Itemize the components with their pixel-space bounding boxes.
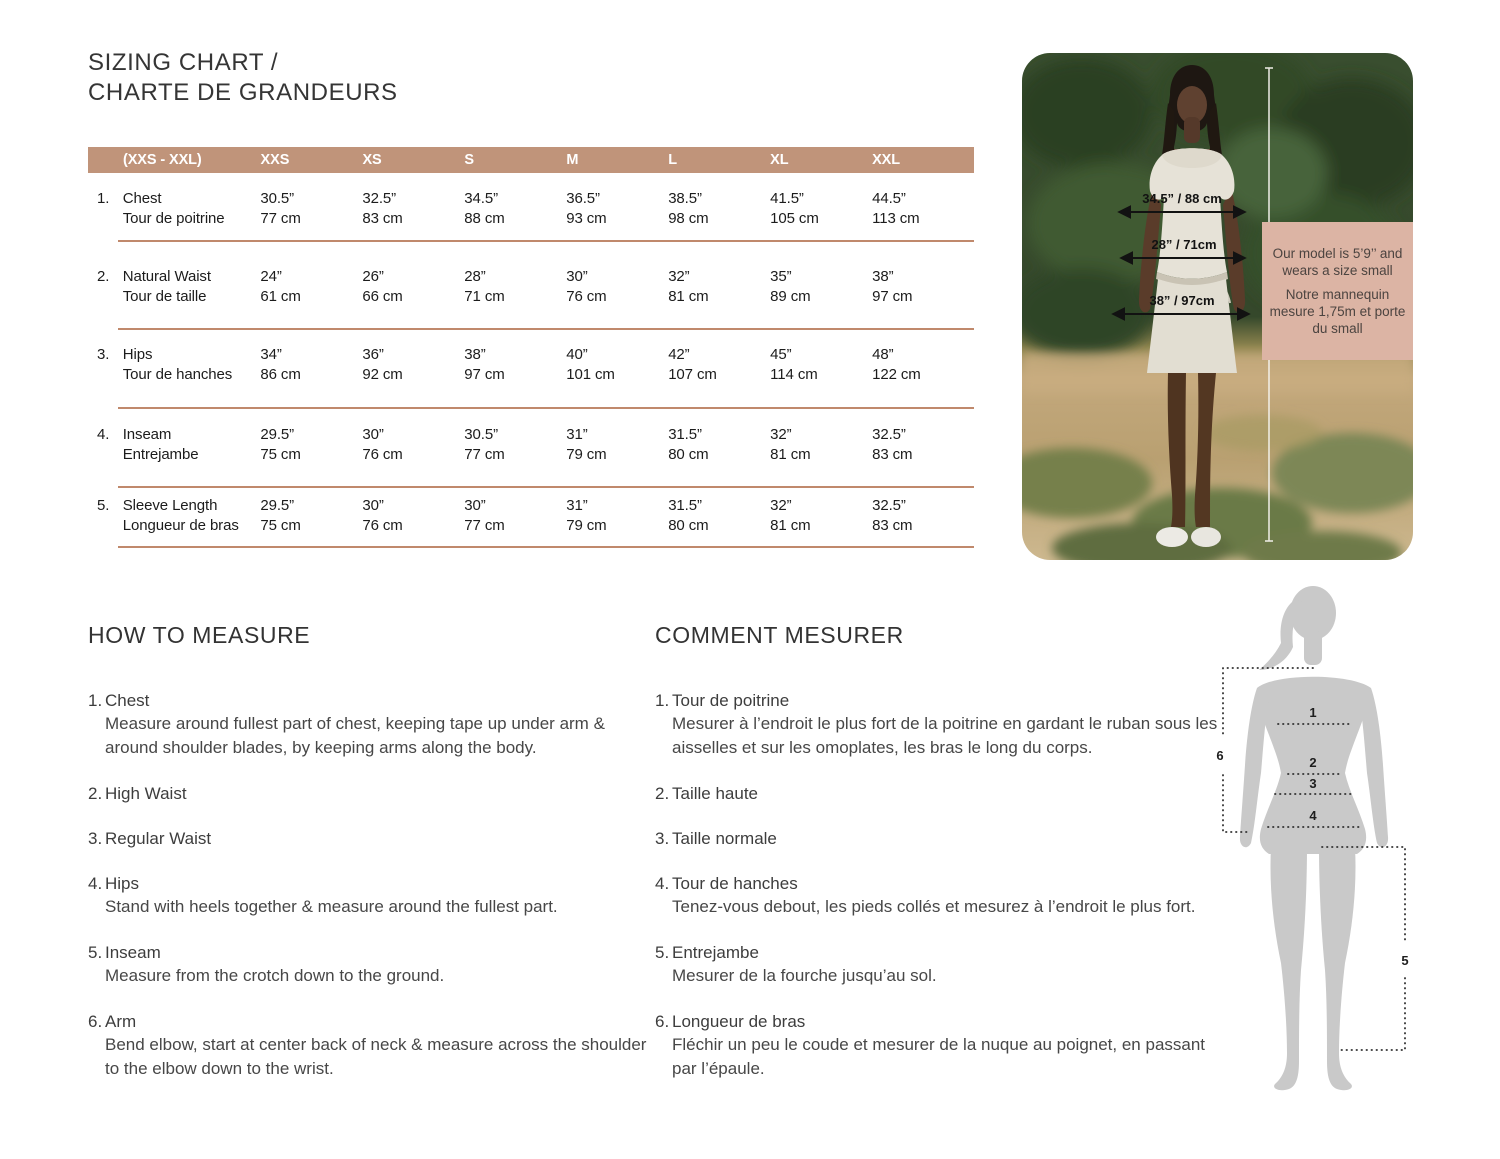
page-title-line1: SIZING CHART / (88, 49, 279, 76)
measurement-cell (668, 345, 770, 385)
row-label (123, 425, 261, 465)
measurement-cm: 71 cm (464, 288, 505, 305)
row-label (123, 496, 261, 536)
measurement-cell (668, 189, 770, 229)
measurement-inches: 44.5” (872, 190, 906, 207)
measure-list-item (88, 782, 650, 805)
how-to-measure-section (88, 622, 650, 1103)
model-note-en: Our model is 5’9’’ and wears a size small (1272, 246, 1403, 278)
measure-item-number: 2. (655, 784, 670, 803)
measurement-cell (872, 425, 974, 465)
measure-list-item (88, 827, 650, 850)
measure-item-label: Chest (105, 691, 150, 710)
measure-item-number: 4. (655, 874, 670, 893)
measurement-inches: 30.5” (464, 426, 498, 443)
row-number: 3. (97, 346, 110, 363)
measure-list-item (655, 941, 1230, 988)
measurement-cell (770, 345, 872, 385)
measurement-inches: 32.5” (872, 426, 906, 443)
measure-item-description: Mesurer à l’endroit le plus fort de la poitrine en gardant le ruban sous les aisselles et sur les omoplates, les bras le long du corps. (672, 714, 1218, 757)
measurement-cm: 88 cm (464, 210, 505, 227)
size-column-header-xs: XS (362, 152, 382, 168)
size-column-header-xxl: XXL (872, 152, 900, 168)
measure-list-item (88, 1010, 650, 1081)
measurement-cell (362, 425, 464, 465)
size-table (88, 147, 974, 548)
measurement-cell (260, 425, 362, 465)
measurement-cm: 114 cm (770, 366, 818, 383)
measure-item-description: Stand with heels together & measure around the fullest part. (105, 897, 558, 916)
measurement-inches: 29.5” (260, 497, 295, 514)
measure-list-item (655, 782, 1230, 805)
measurement-inches: 48” (872, 346, 894, 363)
diagram-label-chest: 1 (1309, 705, 1317, 720)
hips-measure-label: 38” / 97cm (1149, 293, 1215, 308)
diagram-label-hips: 4 (1309, 808, 1317, 823)
size-column-header-xl: XL (770, 152, 789, 168)
measurement-cm: 92 cm (362, 366, 403, 383)
measurement-cell (362, 267, 464, 307)
measurement-cm: 105 cm (770, 210, 819, 227)
measurement-cell (872, 267, 974, 307)
measurement-cm: 81 cm (668, 288, 709, 305)
measure-item-description: Bend elbow, start at center back of neck & measure across the shoulder to the elbow down to the wrist. (105, 1035, 647, 1078)
measurement-cell (464, 189, 566, 229)
measurement-inches: 32” (668, 268, 690, 285)
measure-item-label: High Waist (105, 784, 187, 803)
measure-item-head (88, 941, 650, 964)
measurement-cm: 83 cm (362, 210, 403, 227)
measurement-inches: 30” (362, 497, 384, 514)
measurement-inches: 41.5” (770, 190, 804, 207)
measure-item-label: Entrejambe (672, 943, 759, 962)
comment-mesurer-title: COMMENT MESURER (655, 622, 904, 648)
measurement-cm: 83 cm (872, 446, 913, 463)
chest-measure-label: 34.5” / 88 cm (1142, 191, 1222, 206)
measurement-cell (464, 267, 566, 307)
row-label-fr: Tour de hanches (122, 366, 233, 383)
measurement-cell (770, 425, 872, 465)
measure-item-number: 1. (88, 691, 103, 710)
measurement-cm: 83 cm (872, 517, 913, 534)
measure-item-label: Taille normale (672, 829, 777, 848)
measurement-cm: 97 cm (464, 366, 505, 383)
measure-item-label: Taille haute (672, 784, 759, 803)
measure-item-description: Fléchir un peu le coude et mesurer de la nuque au poignet, en passant par l’épaule. (672, 1035, 1206, 1078)
measurement-inches: 34.5” (464, 190, 498, 207)
measure-item-number: 4. (88, 874, 103, 893)
measure-item-number: 6. (655, 1012, 670, 1031)
measure-item-description: Measure from the crotch down to the ground. (105, 966, 445, 985)
size-table-row (88, 330, 974, 407)
measurement-cell (260, 189, 362, 229)
size-table-row (88, 488, 974, 546)
row-label (123, 189, 261, 229)
measurement-cell (566, 496, 668, 536)
measure-item-number: 1. (655, 691, 670, 710)
measure-list-item (655, 689, 1230, 760)
measurement-inches: 36” (362, 346, 384, 363)
row-label-en: Hips (122, 346, 153, 363)
measurement-inches: 32.5” (872, 497, 906, 514)
measure-list-item (655, 827, 1230, 850)
measure-item-number: 3. (88, 829, 103, 848)
measurement-cm: 76 cm (362, 446, 403, 463)
row-number: 4. (97, 426, 110, 443)
measurement-cm: 97 cm (872, 288, 913, 305)
comment-mesurer-section (655, 622, 1230, 1103)
measurement-cm: 93 cm (566, 210, 607, 227)
how-to-measure-list (88, 689, 650, 1081)
measurement-inches: 38” (872, 268, 894, 285)
measure-item-head (88, 1010, 650, 1033)
measurement-inches: 30” (566, 268, 588, 285)
measure-item-head (655, 1010, 1230, 1033)
measurement-cm: 80 cm (668, 517, 709, 534)
measurement-inches: 40” (566, 346, 588, 363)
size-column-header-l: L (668, 152, 677, 168)
measurement-cm: 75 cm (260, 446, 301, 463)
measurement-inches: 32.5” (362, 190, 397, 207)
row-label-fr: Entrejambe (122, 446, 199, 463)
measure-item-number: 6. (88, 1012, 103, 1031)
measure-list-item (655, 872, 1230, 919)
inseam-line-bottom (1337, 978, 1405, 1050)
row-number: 1. (97, 190, 110, 207)
measurement-cell (260, 345, 362, 385)
measure-item-number: 5. (655, 943, 670, 962)
measurement-cm: 79 cm (566, 446, 607, 463)
measurement-inches: 31.5” (668, 426, 702, 443)
measurement-cm: 61 cm (260, 288, 301, 305)
measurement-inches: 38.5” (668, 190, 702, 207)
measurement-inches: 34” (260, 346, 282, 363)
measurement-cell (260, 267, 362, 307)
measure-item-head (655, 941, 1230, 964)
measure-item-number: 5. (88, 943, 103, 962)
row-label-fr: Longueur de bras (122, 517, 239, 534)
measurement-cm: 89 cm (770, 288, 811, 305)
measurement-cell (872, 189, 974, 229)
measurement-cell (872, 496, 974, 536)
diagram-label-arm: 6 (1216, 748, 1224, 763)
measurement-cm: 80 cm (668, 446, 709, 463)
diagram-label-high-waist: 2 (1309, 755, 1317, 770)
measurement-cell (770, 267, 872, 307)
row-number: 2. (97, 268, 110, 285)
measurement-inches: 31.5” (668, 497, 702, 514)
measure-item-number: 2. (88, 784, 103, 803)
measurement-cell (566, 189, 668, 229)
measurement-cell (566, 267, 668, 307)
how-to-measure-title: HOW TO MEASURE (88, 622, 311, 648)
measure-list-item (88, 872, 650, 919)
measure-list-item (88, 689, 650, 760)
measure-item-head (88, 689, 650, 712)
row-label-en: Chest (122, 190, 162, 207)
waist-measure-label: 28” / 71cm (1151, 237, 1217, 252)
size-column-header-xxs: XXS (260, 152, 290, 168)
measurement-inches: 32” (770, 497, 792, 514)
row-label-en: Sleeve Length (122, 497, 218, 514)
measurement-cm: 98 cm (668, 210, 709, 227)
measurement-inches: 28” (464, 268, 486, 285)
measure-item-label: Longueur de bras (672, 1012, 806, 1031)
measurement-cell (668, 267, 770, 307)
measurement-inches: 36.5” (566, 190, 600, 207)
size-column-header-s: S (464, 152, 474, 168)
measurement-inches: 24” (260, 268, 282, 285)
measurement-inches: 30” (464, 497, 486, 514)
measurement-inches: 45” (770, 346, 792, 363)
measure-item-label: Arm (105, 1012, 137, 1031)
measurement-cell (362, 496, 464, 536)
measurement-cell (872, 345, 974, 385)
measure-list-item (655, 1010, 1230, 1081)
measurement-cell (464, 345, 566, 385)
measure-item-description: Mesurer de la fourche jusqu’au sol. (672, 966, 937, 985)
measure-item-head (655, 782, 1230, 805)
size-table-range-label: (XXS - XXL) (123, 152, 202, 168)
diagram-label-regular-waist: 3 (1309, 776, 1317, 791)
row-label (123, 345, 261, 385)
measurement-cell (464, 496, 566, 536)
measurement-cm: 79 cm (566, 517, 607, 534)
model-note-fr: Notre mannequin mesure 1,75m et porte du small (1269, 287, 1406, 336)
measurement-inches: 30.5” (260, 190, 295, 207)
measure-item-number: 3. (655, 829, 670, 848)
measure-item-head (655, 827, 1230, 850)
measurement-cell (770, 496, 872, 536)
measurement-cm: 113 cm (872, 210, 920, 227)
measurement-inches: 42” (668, 346, 690, 363)
measure-item-label: Tour de hanches (672, 874, 798, 893)
measurement-inches: 31” (566, 497, 588, 514)
measurement-cm: 101 cm (566, 366, 615, 383)
measurement-cell (770, 189, 872, 229)
row-label-en: Natural Waist (122, 268, 211, 285)
page-title-line2: CHARTE DE GRANDEURS (88, 79, 398, 106)
measurement-cell (464, 425, 566, 465)
measurement-cm: 77 cm (464, 446, 505, 463)
measure-item-description: Tenez-vous debout, les pieds collés et mesurez à l’endroit le plus fort. (672, 897, 1196, 916)
size-table-header (88, 147, 974, 173)
measurement-inches: 32” (770, 426, 792, 443)
measurement-cm: 77 cm (260, 210, 301, 227)
row-label-fr: Tour de poitrine (122, 210, 225, 227)
row-label-fr: Tour de taille (122, 288, 207, 305)
measurement-cm: 76 cm (362, 517, 403, 534)
measurement-cm: 122 cm (872, 366, 921, 383)
measurement-inches: 30” (362, 426, 384, 443)
row-separator (118, 546, 974, 548)
measurement-cell (260, 496, 362, 536)
row-number: 5. (97, 497, 110, 514)
measurement-cm: 76 cm (566, 288, 607, 305)
measure-diagram (1195, 585, 1425, 1120)
measurement-inches: 35” (770, 268, 792, 285)
measurement-cm: 77 cm (464, 517, 505, 534)
measurement-inches: 26” (362, 268, 384, 285)
measure-item-label: Regular Waist (105, 829, 212, 848)
measure-list-item (88, 941, 650, 988)
model-note-box (1262, 222, 1413, 360)
size-table-row (88, 173, 974, 240)
model-photo (1022, 53, 1413, 560)
measurement-cell (362, 189, 464, 229)
measure-item-head (655, 872, 1230, 895)
measure-item-label: Hips (105, 874, 140, 893)
measurement-inches: 38” (464, 346, 486, 363)
measure-item-head (88, 872, 650, 895)
measurement-cm: 66 cm (362, 288, 403, 305)
measurement-cm: 75 cm (260, 517, 301, 534)
comment-mesurer-list (655, 689, 1230, 1081)
measurement-inches: 29.5” (260, 426, 295, 443)
measurement-cm: 81 cm (770, 446, 811, 463)
page-title (88, 48, 398, 108)
measurement-inches: 31” (566, 426, 588, 443)
measurement-cell (566, 345, 668, 385)
row-label (123, 267, 261, 307)
measure-item-head (88, 827, 650, 850)
measure-item-label: Tour de poitrine (672, 691, 790, 710)
measure-item-head (655, 689, 1230, 712)
measurement-cell (668, 496, 770, 536)
size-table-row (88, 409, 974, 486)
measurement-cell (566, 425, 668, 465)
measurement-cm: 81 cm (770, 517, 811, 534)
measure-item-head (88, 782, 650, 805)
measurement-cell (668, 425, 770, 465)
size-table-row (88, 242, 974, 328)
row-label-en: Inseam (122, 426, 172, 443)
measurement-cell (362, 345, 464, 385)
body-silhouette (1240, 586, 1388, 1090)
measure-item-label: Inseam (105, 943, 161, 962)
size-column-header-m: M (566, 152, 579, 168)
measurement-cm: 107 cm (668, 366, 717, 383)
size-table-body (88, 173, 974, 548)
diagram-label-inseam: 5 (1401, 953, 1409, 968)
measurement-cm: 86 cm (260, 366, 301, 383)
measure-item-description: Measure around fullest part of chest, keeping tape up under arm & around shoulder blades, by keeping arms along the body. (105, 714, 605, 757)
